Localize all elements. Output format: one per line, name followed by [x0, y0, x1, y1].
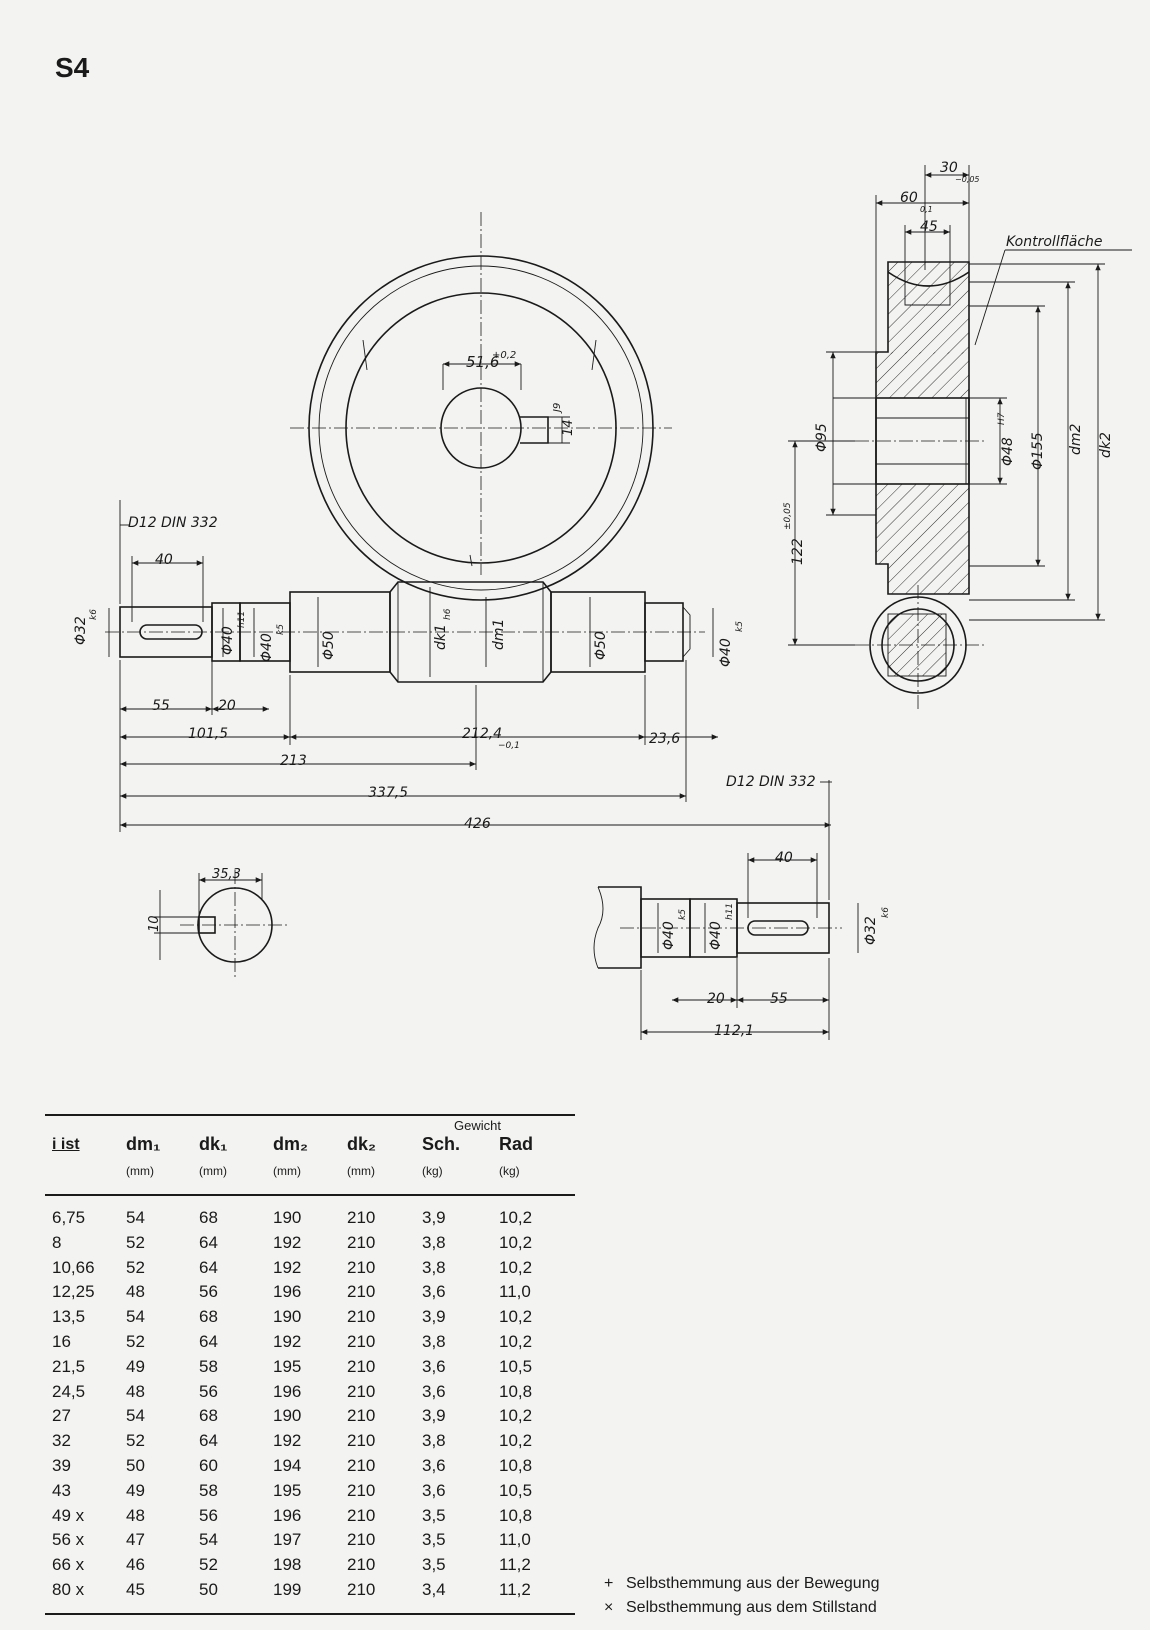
table-cell: 52 [126, 1257, 145, 1277]
table-cell: 3,8 [422, 1232, 446, 1252]
table-row [45, 1553, 575, 1578]
table-cell: 196 [273, 1282, 302, 1302]
page-title: S4 [55, 52, 90, 83]
table-cell: 3,6 [422, 1356, 446, 1376]
table-cell: 56 x [52, 1530, 85, 1550]
table-cell: 43 [52, 1480, 71, 1500]
table-cell: 210 [347, 1555, 376, 1575]
table-cell: 12,25 [52, 1282, 95, 1302]
table-cell: 210 [347, 1455, 376, 1475]
table-cell: 210 [347, 1331, 376, 1351]
table-cell: 16 [52, 1331, 71, 1351]
table-cell: 3,8 [422, 1257, 446, 1277]
table-cell: 3,5 [422, 1505, 446, 1525]
shaft-cross-section [147, 867, 290, 980]
table-row [45, 1206, 575, 1231]
table-cell: 3,5 [422, 1530, 446, 1550]
dim-45: 45 [920, 219, 938, 235]
table-cell: 68 [199, 1307, 218, 1327]
table-cell: 190 [273, 1208, 302, 1227]
table-cell: 24,5 [52, 1381, 86, 1401]
table-cell: 198 [273, 1555, 302, 1575]
dim-60-tol: 0,1 [920, 205, 933, 214]
table-cell: 10,2 [499, 1431, 533, 1451]
table-row [45, 1429, 575, 1454]
table-row [45, 1578, 575, 1603]
dim-40-right: 40 [775, 850, 793, 866]
table-row [45, 1256, 575, 1281]
col-dm1: dm₁ [126, 1134, 161, 1154]
table-cell: 10,66 [52, 1257, 95, 1277]
dim-35-3: 35,3 [212, 867, 241, 882]
table-cell: 210 [347, 1282, 376, 1302]
table-body [45, 1196, 575, 1603]
table-cell: 54 [126, 1208, 145, 1227]
table-cell: 39 [52, 1455, 71, 1475]
table-row [45, 1528, 575, 1553]
table-cell: 54 [199, 1530, 218, 1550]
table-row [45, 1355, 575, 1380]
col-dk2-unit: (mm) [347, 1164, 375, 1178]
shaft-end-detail [594, 774, 891, 1040]
table-cell: 48 [126, 1505, 145, 1525]
table-cell: 64 [199, 1431, 218, 1451]
table-cell: 10,8 [499, 1505, 533, 1525]
table-cell: 10,2 [499, 1331, 533, 1351]
table-cell: 49 [126, 1480, 145, 1500]
dim-55-left: 55 [152, 698, 170, 714]
dim-55-right: 55 [770, 991, 788, 1007]
table-cell: 210 [347, 1505, 376, 1525]
table-cell: 195 [273, 1356, 302, 1376]
bore-tol-label: +0,2 [492, 350, 517, 361]
table-cell: 192 [273, 1331, 302, 1351]
dim-40-left: 40 [155, 552, 173, 568]
dim-30-tol: −0,05 [955, 175, 980, 184]
dm2-label: dm2 [1068, 423, 1084, 455]
dim-122-tol: ±0,05 [783, 502, 793, 530]
table-cell: 68 [199, 1406, 218, 1426]
col-i-ist: i ist [52, 1136, 80, 1153]
table-cell: 49 x [52, 1505, 85, 1525]
dia-40h11-detail-tol: h11 [725, 902, 735, 920]
dim-212-4-tol: −0,1 [498, 741, 520, 751]
dia-40k5-detail-tol: k5 [678, 909, 688, 920]
note-symbol-plus: + [604, 1575, 614, 1592]
table-cell: 192 [273, 1257, 302, 1277]
table-cell: 3,8 [422, 1431, 446, 1451]
table-cell: 3,4 [422, 1579, 446, 1599]
table-cell: 13,5 [52, 1307, 86, 1327]
table-cell: 210 [347, 1257, 376, 1277]
col-dk1-unit: (mm) [199, 1164, 227, 1178]
table-cell: 10,5 [499, 1480, 533, 1500]
dm1-label: dm1 [491, 618, 507, 650]
notes [604, 1572, 880, 1620]
worm-wheel-section-view [783, 160, 1132, 710]
dia-32-left-tol: k6 [89, 609, 99, 620]
worm-shaft-view [73, 500, 831, 832]
table-cell: 3,9 [422, 1208, 446, 1227]
dim-112-1: 112,1 [714, 1023, 755, 1039]
dia-48: Φ48 [1000, 437, 1016, 466]
col-dm1-unit: (mm) [126, 1164, 154, 1178]
table-cell: 197 [273, 1530, 302, 1550]
table-cell: 66 x [52, 1555, 85, 1575]
table-cell: 64 [199, 1232, 218, 1252]
table-cell: 3,8 [422, 1331, 446, 1351]
table-row [45, 1280, 575, 1305]
keyway-tol-label: J9 [552, 402, 563, 412]
table-row [45, 1454, 575, 1479]
table-cell: 192 [273, 1232, 302, 1252]
dim-20-right: 20 [707, 991, 725, 1007]
table-cell: 210 [347, 1579, 376, 1599]
dim-60: 60 [900, 190, 918, 206]
dia-48-tol: H7 [997, 412, 1007, 425]
table-cell: 10,2 [499, 1232, 533, 1252]
col-sch-unit: (kg) [422, 1164, 443, 1178]
dimension-table [45, 1114, 575, 1615]
dim-20-left: 20 [218, 698, 236, 714]
dk2-label: dk2 [1098, 432, 1114, 458]
note-line-2 [604, 1596, 880, 1620]
table-row [45, 1231, 575, 1256]
center-hole-spec-right: D12 DIN 332 [726, 774, 816, 790]
table-cell: 49 [126, 1356, 145, 1376]
table-cell: 10,2 [499, 1406, 533, 1426]
table-cell: 56 [199, 1505, 218, 1525]
table-cell: 47 [126, 1530, 145, 1550]
table-cell: 64 [199, 1331, 218, 1351]
table-row [45, 1504, 575, 1529]
dim-426: 426 [464, 816, 491, 832]
dk1-label: dk1 [433, 624, 449, 650]
table-cell: 210 [347, 1530, 376, 1550]
table-cell: 3,6 [422, 1480, 446, 1500]
dia-40k5-detail: Φ40 [661, 921, 677, 950]
table-cell: 6,75 [52, 1208, 86, 1227]
table-cell: 3,9 [422, 1406, 446, 1426]
dia-40k5-left: Φ40 [259, 633, 275, 662]
table-cell: 54 [126, 1307, 145, 1327]
table-cell: 52 [126, 1331, 145, 1351]
table-cell: 190 [273, 1307, 302, 1327]
note-line-1 [604, 1572, 880, 1596]
dim-23-6: 23,6 [649, 731, 681, 747]
table-cell: 3,9 [422, 1307, 446, 1327]
dim-337-5: 337,5 [368, 785, 409, 801]
col-rad-unit: (kg) [499, 1164, 520, 1178]
table-cell: 3,6 [422, 1455, 446, 1475]
table-cell: 50 [126, 1455, 145, 1475]
table-row [45, 1330, 575, 1355]
table-cell: 80 x [52, 1579, 85, 1599]
dia-40h11-left: Φ40 [220, 626, 236, 655]
note-text-2: Selbsthemmung aus dem Stillstand [626, 1599, 877, 1616]
dia-40k5-left-tol: k5 [276, 624, 286, 635]
table-cell: 56 [199, 1282, 218, 1302]
dim-212-4: 212,4 [462, 726, 503, 742]
dk1-tol: h6 [443, 608, 453, 620]
keyway-width-label: 14 [561, 419, 576, 436]
table-cell: 11,0 [499, 1530, 531, 1550]
table-cell: 54 [126, 1406, 145, 1426]
dim-122: 122 [790, 538, 806, 565]
table-cell: 10,2 [499, 1208, 533, 1227]
table-cell: 60 [199, 1455, 218, 1475]
table-cell: 46 [126, 1555, 145, 1575]
table-cell: 56 [199, 1381, 218, 1401]
dia-40h11-left-tol: h11 [237, 610, 247, 628]
col-dm2-unit: (mm) [273, 1164, 301, 1178]
dia-155: Φ155 [1030, 432, 1046, 470]
col-dk2: dk₂ [347, 1134, 377, 1154]
table-bottom-rule [45, 1613, 575, 1615]
table-header [45, 1116, 575, 1194]
col-rad: Rad [499, 1134, 534, 1154]
col-dk1: dk₁ [199, 1134, 228, 1154]
dia-32-right-tol: k6 [881, 907, 891, 918]
dia-32-right: Φ32 [863, 916, 879, 945]
table-cell: 210 [347, 1431, 376, 1451]
note-text-1: Selbsthemmung aus der Bewegung [626, 1575, 880, 1592]
table-cell: 10,5 [499, 1356, 533, 1376]
dia-32-left: Φ32 [73, 616, 89, 645]
table-cell: 27 [52, 1406, 71, 1426]
table-cell: 210 [347, 1381, 376, 1401]
table-cell: 10,2 [499, 1307, 533, 1327]
dia-40k5-right: Φ40 [718, 638, 734, 667]
table-cell: 10,8 [499, 1455, 533, 1475]
table-cell: 210 [347, 1406, 376, 1426]
table-cell: 210 [347, 1307, 376, 1327]
table-cell: 48 [126, 1282, 145, 1302]
table-row [45, 1404, 575, 1429]
table-cell: 11,2 [499, 1579, 531, 1599]
table-cell: 10,8 [499, 1381, 533, 1401]
dim-101-5: 101,5 [188, 726, 229, 742]
table-row [45, 1479, 575, 1504]
col-sch: Sch. [422, 1134, 461, 1154]
dia-50-right: Φ50 [593, 631, 609, 660]
table-cell: 196 [273, 1381, 302, 1401]
control-surface-label: Kontrollfläche [1006, 234, 1103, 250]
col-dm2: dm₂ [273, 1134, 308, 1154]
table-cell: 210 [347, 1208, 376, 1227]
table-cell: 3,6 [422, 1282, 446, 1302]
note-symbol-times: × [604, 1599, 614, 1616]
table-cell: 210 [347, 1356, 376, 1376]
table-cell: 10,2 [499, 1257, 533, 1277]
dia-40h11-detail: Φ40 [708, 921, 724, 950]
table-cell: 50 [199, 1579, 218, 1599]
table-cell: 11,0 [499, 1282, 531, 1302]
table-cell: 196 [273, 1505, 302, 1525]
table-cell: 199 [273, 1579, 302, 1599]
table-cell: 3,6 [422, 1381, 446, 1401]
worm-wheel-front-view [290, 212, 672, 600]
table-row [45, 1305, 575, 1330]
table-cell: 21,5 [52, 1356, 86, 1376]
dia-40k5-right-tol: k5 [735, 621, 745, 632]
table-cell: 52 [199, 1555, 218, 1575]
table-cell: 11,2 [499, 1555, 531, 1575]
table-cell: 194 [273, 1455, 302, 1475]
table-cell: 32 [52, 1431, 71, 1451]
bore-dim-label: 51,6 [466, 353, 500, 371]
table-cell: 64 [199, 1257, 218, 1277]
table-cell: 8 [52, 1232, 62, 1252]
weight-group-header: Gewicht [454, 1118, 501, 1133]
dia-50-left: Φ50 [321, 631, 337, 660]
table-cell: 48 [126, 1381, 145, 1401]
table-cell: 3,5 [422, 1555, 446, 1575]
dim-30: 30 [940, 160, 958, 176]
dim-213: 213 [280, 753, 307, 769]
table-cell: 68 [199, 1208, 218, 1227]
table-cell: 58 [199, 1480, 218, 1500]
table-cell: 190 [273, 1406, 302, 1426]
table-cell: 195 [273, 1480, 302, 1500]
table-cell: 58 [199, 1356, 218, 1376]
table-row [45, 1380, 575, 1405]
table-cell: 210 [347, 1480, 376, 1500]
table-cell: 210 [347, 1232, 376, 1252]
center-hole-spec-left: D12 DIN 332 [128, 515, 218, 531]
dia-95: Φ95 [814, 423, 830, 452]
table-cell: 192 [273, 1431, 302, 1451]
dim-10: 10 [147, 915, 162, 932]
table-cell: 52 [126, 1232, 145, 1252]
table-cell: 45 [126, 1579, 145, 1599]
table-cell: 52 [126, 1431, 145, 1451]
